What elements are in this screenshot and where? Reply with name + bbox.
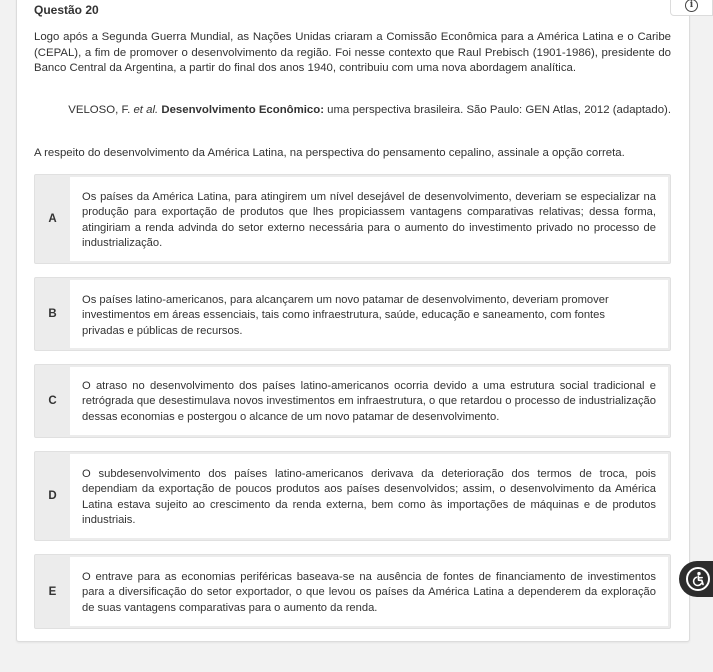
accessibility-button[interactable] — [679, 561, 713, 597]
option-text: Os países latino-americanos, para alcançarem um novo patamar de desenvolvimento, deveriam promover investimentos em áreas essenciais, tais como infraestrutura, saúde, educação e saneamento, com fontes privadas e públicas de recursos. — [70, 280, 668, 348]
option-text: O atraso no desenvolvimento dos países latino-americanos ocorria devido a uma estrutura social tradicional e retrógrada que desestimulava novos investimentos em infraestrutura, o que retardou o processo de industrialização dessas economias e postergou o alcance de um novo patamar de desenvolvimento. — [70, 367, 668, 435]
option-text: O subdesenvolvimento dos países latino-americanos derivava da deterioração dos termos de troca, pois dependiam da exportação de poucos produtos aos países desenvolvidos; assim, o desenvolvimento da América Latina estava sujeito ao crescimento da renda externa, bem como às importações de máquinas e de produtos industriais. — [70, 454, 668, 538]
question-stem: Logo após a Segunda Guerra Mundial, as Nações Unidas criaram a Comissão Econômica para a América Latina e o Caribe (CEPAL), a fim de promover o desenvolvimento da região. Foi nesse contexto que Raul Prebisch (1901-1986), presidente do Banco Central da Argentina, a partir do final dos anos 1940, contribuiu com uma nova abordagem analítica. — [34, 31, 671, 74]
question-citation — [34, 103, 671, 118]
info-button[interactable] — [670, 0, 713, 16]
accessibility-icon — [686, 567, 710, 591]
option-text: O entrave para as economias periféricas baseava-se na ausência de fontes de financiamento de investimentos para a diversificação do setor exportador, o que levou os países da América Latina a dependerem da exploração de suas vantagens comparativas para o aumento da renda. — [70, 557, 668, 626]
option-e[interactable] — [34, 554, 671, 629]
option-text: Os países da América Latina, para atingirem um nível desejável de desenvolvimento, deveriam se especializar na produção para exportação de produtos que lhes propiciassem vantagens comparativas relativas; dessa forma, atingiriam a renda advinda do setor externo necessária para o aumento do investimento privado no processo de industrialização. — [70, 177, 668, 261]
question-title: Questão 20 — [34, 3, 99, 17]
option-letter: C — [48, 395, 57, 407]
option-letter: B — [48, 308, 57, 320]
info-icon: i — [685, 0, 698, 12]
citation-rest: uma perspectiva brasileira. São Paulo: GEN Atlas, 2012 (adaptado). — [324, 104, 671, 116]
citation-etal: et al. — [133, 104, 159, 116]
option-letter: A — [48, 213, 57, 225]
citation-title: Desenvolvimento Econômico: — [158, 104, 325, 116]
option-a[interactable] — [34, 174, 671, 264]
option-letter: D — [48, 490, 57, 502]
citation-author: VELOSO, F. — [68, 104, 134, 116]
question-prompt: A respeito do desenvolvimento da América Latina, na perspectiva do pensamento cepalino, assinale a opção correta. — [34, 147, 625, 159]
option-letter: E — [48, 585, 57, 598]
option-c[interactable] — [34, 364, 671, 438]
option-b[interactable] — [34, 277, 671, 351]
option-d[interactable] — [34, 451, 671, 541]
